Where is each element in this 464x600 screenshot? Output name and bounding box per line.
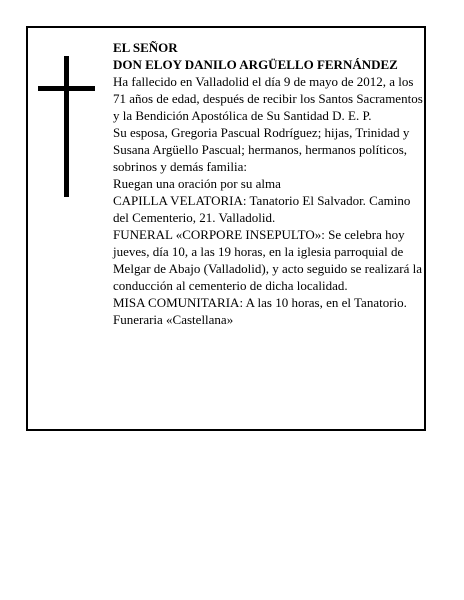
chapel-paragraph: CAPILLA VELATORIA: Tanatorio El Salvador. Camino del Cementerio, 21. Valladolid. xyxy=(113,193,411,225)
prayer-line: Ruegan una oración por su alma xyxy=(113,176,281,191)
death-paragraph: Ha fallecido en Valladolid el día 9 de mayo de 2012, a los 71 años de edad, después de recibir los Santos Sacramentos y la Bendición Apostólica de Su Santidad D. E. P. xyxy=(113,74,423,123)
funeral-home-line: Funeraria «Castellana» xyxy=(113,312,234,327)
mass-paragraph: MISA COMUNITARIA: A las 10 horas, en el Tanatorio. xyxy=(113,295,407,310)
funeral-paragraph: FUNERAL «CORPORE INSEPULTO»: Se celebra hoy jueves, día 10, a las 19 horas, en la iglesia parroquial de Melgar de Abajo (Valladolid), y acto seguido se realizará la conducción al cementerio de dicha localidad. xyxy=(113,227,422,293)
cross-horizontal-bar xyxy=(38,86,95,91)
family-paragraph: Su esposa, Gregoria Pascual Rodríguez; hijas, Trinidad y Susana Argüello Pascual; hermanos, hermanos políticos, sobrinos y demás familia: xyxy=(113,125,410,174)
deceased-name: DON ELOY DANILO ARGÜELLO FERNÁNDEZ xyxy=(113,57,398,72)
cross-vertical-bar xyxy=(64,56,69,197)
obituary-text xyxy=(113,39,423,328)
notice-title: EL SEÑOR xyxy=(113,40,178,55)
